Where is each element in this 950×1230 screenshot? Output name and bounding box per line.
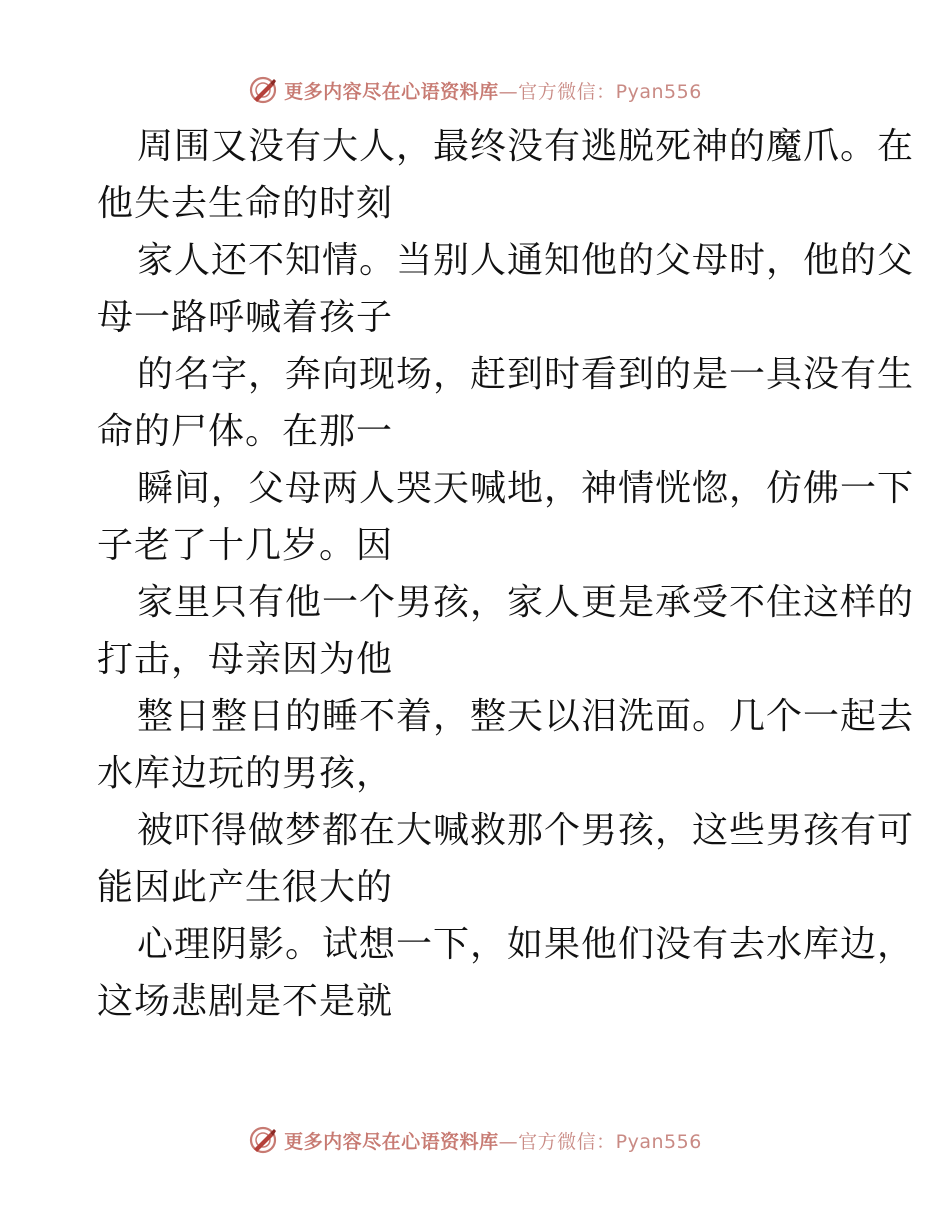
text-line: 能因此产生很大的 [97,867,394,908]
text-line: 这场悲剧是不是就 [97,981,394,1022]
pen-seal-logo-icon [248,1125,278,1155]
text-line: 被吓得做梦都在大喊救那个男孩，这些男孩有可 [137,810,915,851]
document-body [97,118,915,1030]
footer-watermark [0,1122,950,1158]
watermark-brand: 更多内容尽在心语资料库 [284,1130,499,1153]
watermark-brand: 更多内容尽在心语资料库 [284,80,499,103]
text-line: 心理阴影。试想一下，如果他们没有去水库边， [137,924,915,965]
text-line: 打击，母亲因为他 [97,639,394,680]
text-line: 水库边玩的男孩， [97,753,394,794]
text-line: 家人还不知情。当别人通知他的父母时，他的父 [137,240,915,281]
text-line: 家里只有他一个男孩，家人更是承受不住这样的 [137,582,915,623]
header-watermark [0,72,950,108]
text-line: 瞬间，父母两人哭天喊地，神情恍惚，仿佛一下 [137,468,915,509]
text-line: 子老了十几岁。因 [97,525,394,566]
watermark-contact: —官方微信：Pyan556 [498,1130,702,1153]
text-line: 母一路呼喊着孩子 [97,297,394,338]
text-line: 周围又没有大人，最终没有逃脱死神的魔爪。在 [137,126,915,167]
text-line: 他失去生命的时刻 [97,183,394,224]
text-line: 整日整日的睡不着，整天以泪洗面。几个一起去 [137,696,915,737]
text-line: 命的尸体。在那一 [97,411,394,452]
text-line: 的名字，奔向现场，赶到时看到的是一具没有生 [137,354,915,395]
watermark-text [284,1127,702,1154]
watermark-contact: —官方微信：Pyan556 [498,80,702,103]
pen-seal-logo-icon [248,75,278,105]
watermark-text [284,77,702,104]
